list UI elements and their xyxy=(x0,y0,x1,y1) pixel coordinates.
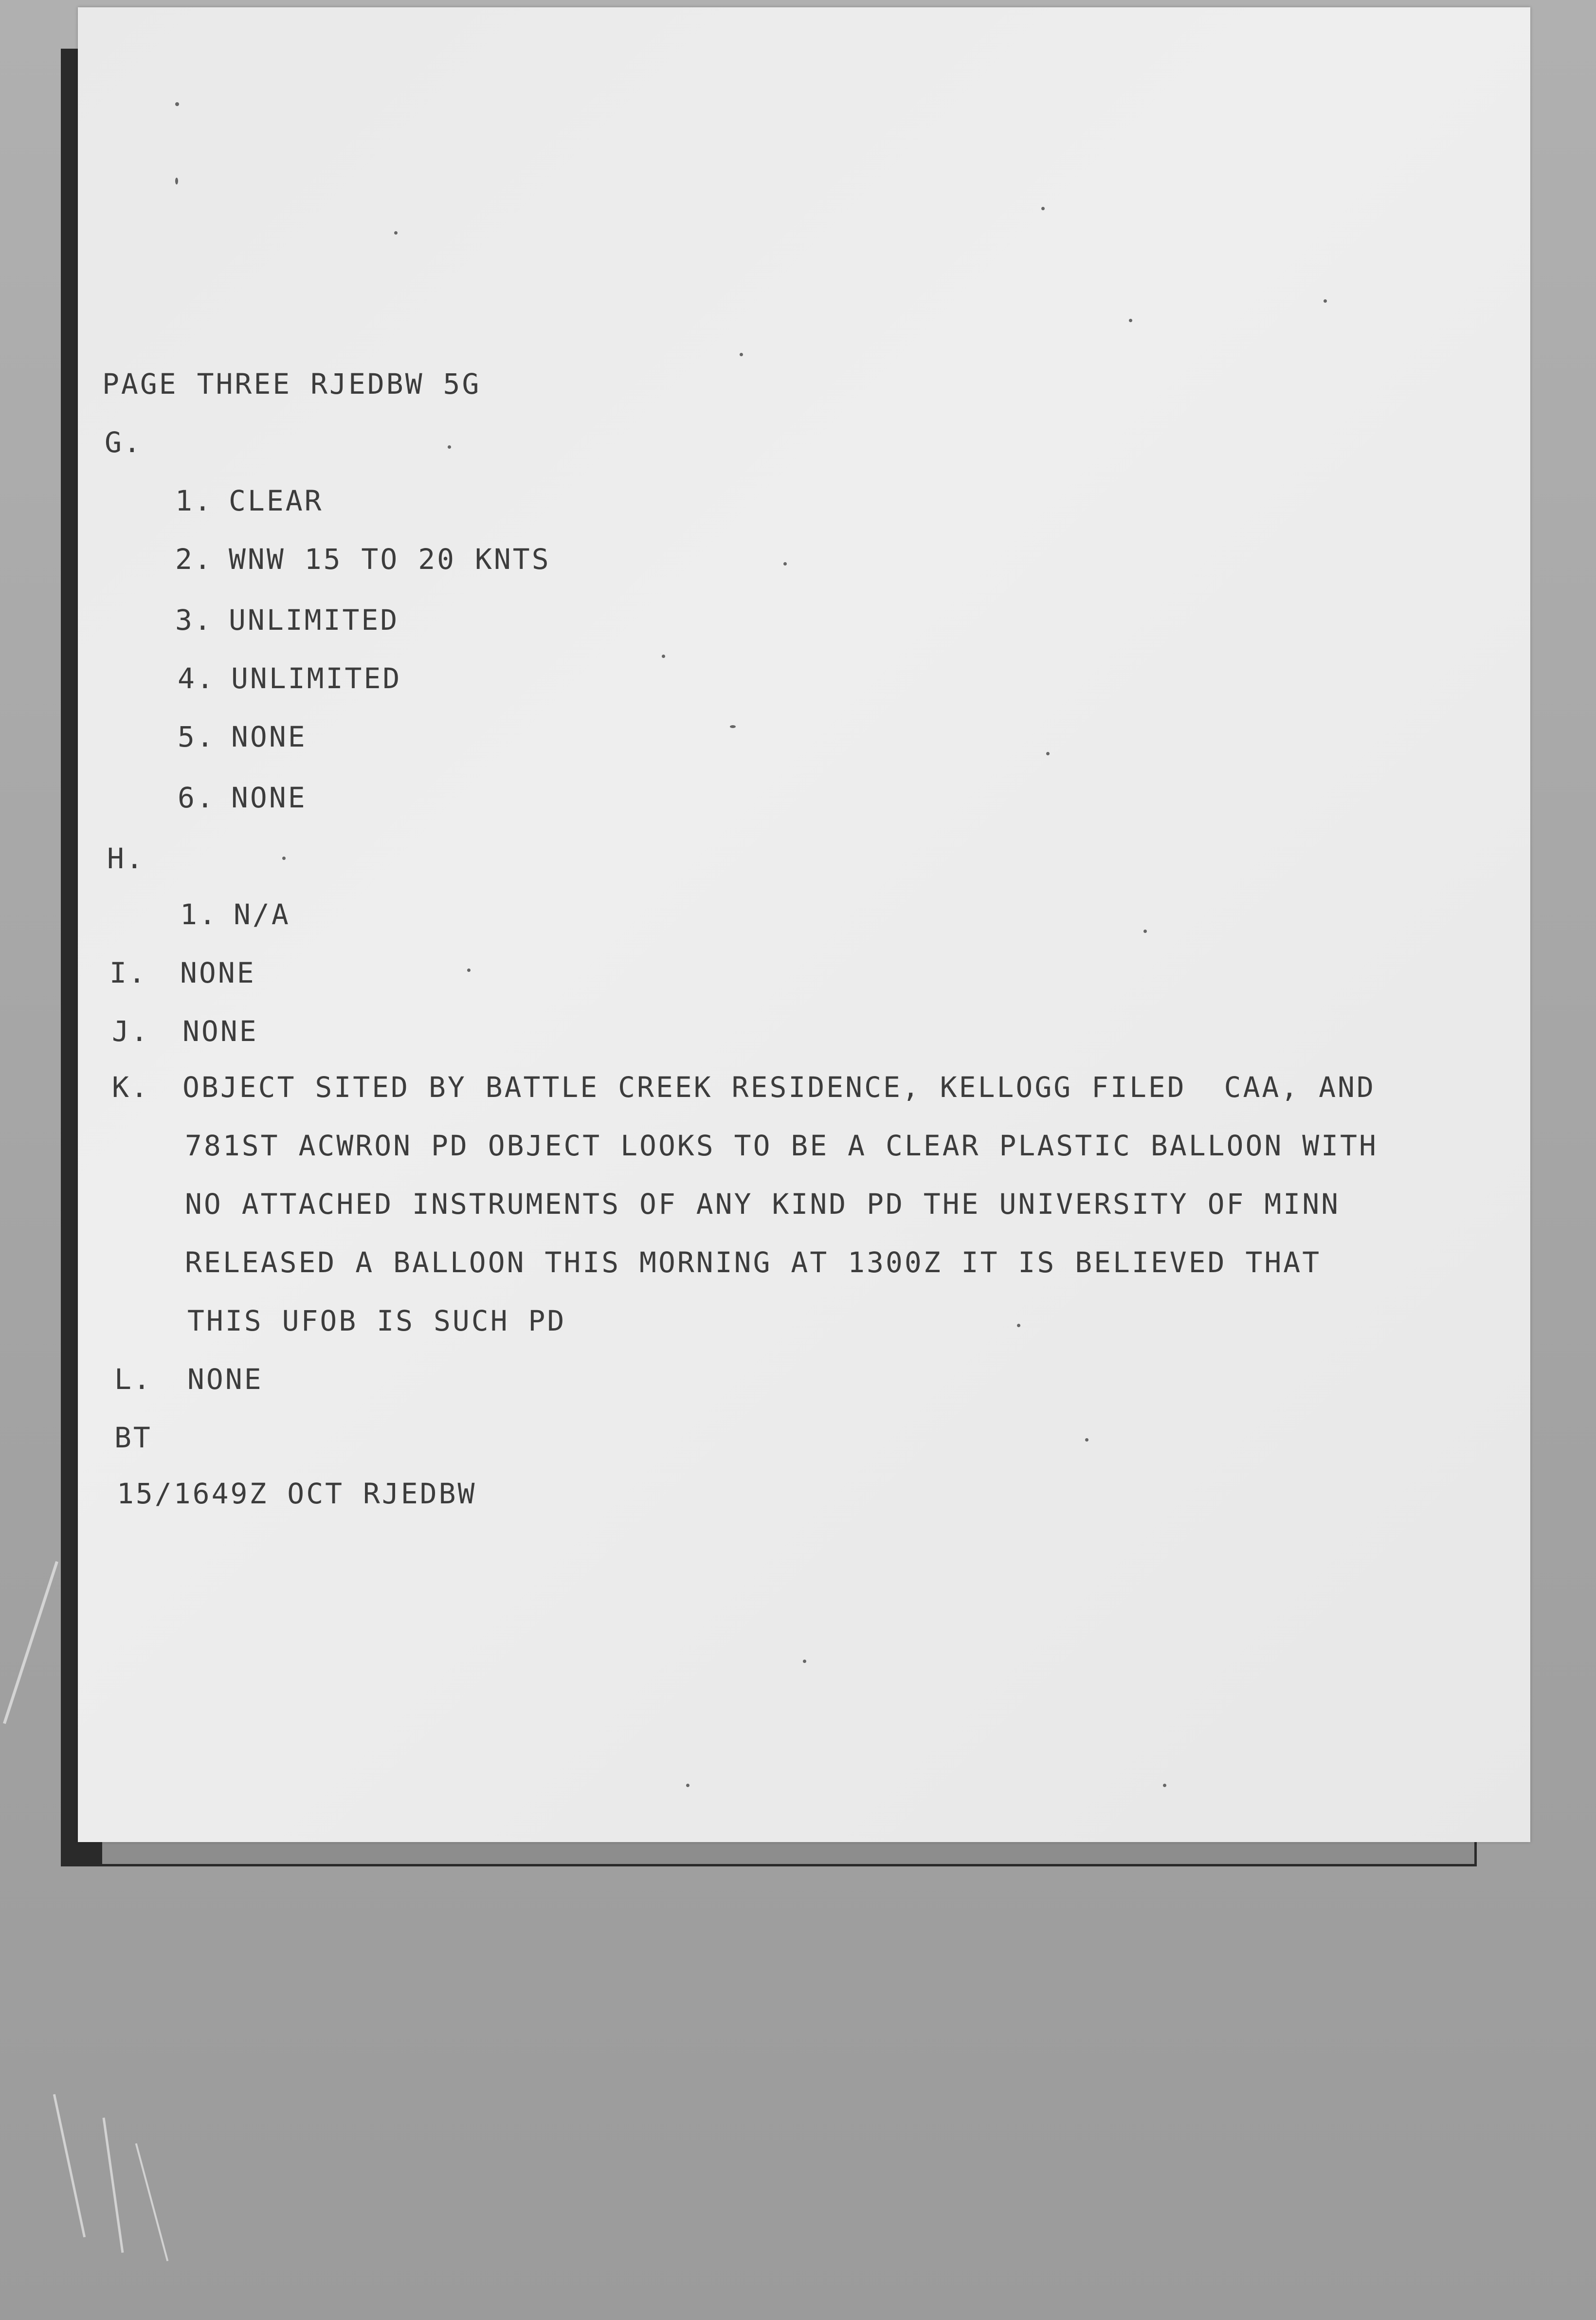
item-number: 3. xyxy=(175,603,213,637)
dust-speck xyxy=(783,562,787,566)
dust-speck xyxy=(1017,1324,1020,1327)
section-text-continuation: 781ST ACWRON PD OBJECT LOOKS TO BE A CLEAR PLASTIC BALLOON WITH xyxy=(185,1129,1378,1162)
section-text-continuation: RELEASED A BALLOON THIS MORNING AT 1300Z IT IS BELIEVED THAT xyxy=(185,1246,1322,1279)
section-text: NONE xyxy=(182,1015,258,1048)
section-label-g: G. xyxy=(105,426,143,459)
dust-speck xyxy=(1046,752,1050,755)
dust-speck xyxy=(662,655,665,658)
item-text: WNW 15 TO 20 KNTS xyxy=(229,543,551,576)
section-text: OBJECT SITED BY BATTLE CREEK RESIDENCE, KELLOGG FILED CAA, AND xyxy=(182,1071,1376,1104)
teletype-page xyxy=(78,7,1530,1842)
dust-speck xyxy=(467,968,471,972)
item-text: CLEAR xyxy=(229,484,324,517)
section-text-continuation: NO ATTACHED INSTRUMENTS OF ANY KIND PD THE UNIVERSITY OF MINN xyxy=(185,1187,1341,1221)
dust-speck xyxy=(175,102,179,106)
item-number: 1. xyxy=(175,484,213,517)
break-marker: BT xyxy=(114,1421,152,1454)
item-number: 2. xyxy=(175,543,213,576)
item-text: UNLIMITED xyxy=(231,662,402,695)
dust-speck xyxy=(282,857,286,860)
section-text: NONE xyxy=(180,956,256,989)
section-label: L. xyxy=(114,1363,152,1396)
dust-speck xyxy=(730,725,736,728)
dust-speck xyxy=(1129,319,1132,322)
dust-speck xyxy=(394,231,398,235)
section-label: J. xyxy=(112,1015,150,1048)
item-text: NONE xyxy=(231,720,307,753)
dust-speck xyxy=(175,178,178,184)
dust-speck xyxy=(1085,1438,1088,1442)
item-number: 1. xyxy=(180,898,218,931)
dust-speck xyxy=(686,1784,689,1787)
item-number: 6. xyxy=(178,781,216,814)
section-label-h: H. xyxy=(107,842,145,875)
item-text: NONE xyxy=(231,781,307,814)
item-number: 5. xyxy=(178,720,216,753)
item-text: UNLIMITED xyxy=(229,603,399,637)
section-text-continuation: THIS UFOB IS SUCH PD xyxy=(187,1304,566,1337)
dust-speck xyxy=(803,1660,806,1663)
dust-speck xyxy=(448,445,451,449)
item-number: 4. xyxy=(178,662,216,695)
section-label: K. xyxy=(112,1071,150,1104)
dust-speck xyxy=(1324,299,1327,303)
dust-speck xyxy=(740,353,743,356)
item-text: N/A xyxy=(234,898,290,931)
dust-speck xyxy=(1163,1784,1166,1787)
dust-speck xyxy=(1041,207,1045,210)
page-header: PAGE THREE RJEDBW 5G xyxy=(102,367,481,401)
section-text: NONE xyxy=(187,1363,263,1396)
section-label: I. xyxy=(109,956,147,989)
dust-speck xyxy=(1143,930,1147,933)
message-footer: 15/1649Z OCT RJEDBW xyxy=(117,1477,477,1510)
